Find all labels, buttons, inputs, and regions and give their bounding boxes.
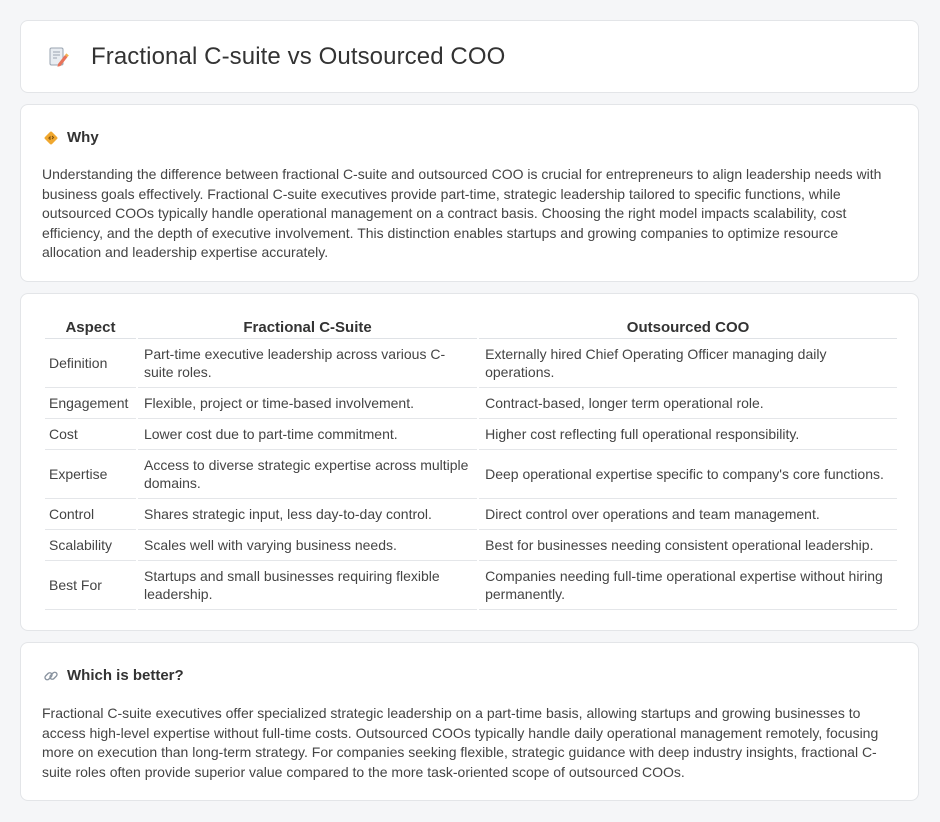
table-row	[45, 419, 897, 450]
document-pencil-icon	[47, 46, 69, 68]
aspect-cell: Scalability	[45, 530, 136, 561]
table-row	[45, 499, 897, 530]
header-outsourced: Outsourced COO	[479, 314, 897, 339]
table-row	[45, 561, 897, 610]
table-row	[45, 339, 897, 388]
better-heading: Which is better?	[67, 667, 184, 684]
fractional-cell: Lower cost due to part-time commitment.	[138, 419, 477, 450]
aspect-cell: Expertise	[45, 450, 136, 499]
aspect-cell: Cost	[45, 419, 136, 450]
outsourced-cell: Companies needing full-time operational expertise without hiring permanently.	[479, 561, 897, 610]
aspect-cell: Best For	[45, 561, 136, 610]
fractional-cell: Access to diverse strategic expertise across multiple domains.	[138, 450, 477, 499]
better-heading-row	[43, 667, 184, 684]
aspect-cell: Engagement	[45, 388, 136, 419]
better-card	[20, 642, 919, 801]
aspect-cell: Definition	[45, 339, 136, 388]
comparison-table	[43, 314, 899, 610]
outsourced-cell: Best for businesses needing consistent operational leadership.	[479, 530, 897, 561]
fractional-cell: Scales well with varying business needs.	[138, 530, 477, 561]
outsourced-cell: Deep operational expertise specific to company's core functions.	[479, 450, 897, 499]
comparison-card	[20, 293, 919, 631]
outsourced-cell: Contract-based, longer term operational role.	[479, 388, 897, 419]
header-fractional: Fractional C-Suite	[138, 314, 477, 339]
why-card	[20, 104, 919, 282]
aspect-cell: Control	[45, 499, 136, 530]
fractional-cell: Part-time executive leadership across various C-suite roles.	[138, 339, 477, 388]
table-row	[45, 450, 897, 499]
header-aspect: Aspect	[45, 314, 136, 339]
better-text: Fractional C-suite executives offer specialized strategic leadership on a part-time basis, allowing startups and growing businesses to access high-level expertise without full-time costs. Outsourced COOs typically handle daily operational management remotely, focusing more on execution than long-term strategy. For companies seeking flexible, strategic guidance with deep industry insights, fractional C-suite roles often provide superior value compared to the more task-oriented scope of outsourced COOs.	[42, 705, 879, 780]
outsourced-cell: Externally hired Chief Operating Officer managing daily operations.	[479, 339, 897, 388]
fractional-cell: Startups and small businesses requiring flexible leadership.	[138, 561, 477, 610]
table-row	[45, 530, 897, 561]
outsourced-cell: Direct control over operations and team management.	[479, 499, 897, 530]
outsourced-cell: Higher cost reflecting full operational responsibility.	[479, 419, 897, 450]
table-row	[45, 388, 897, 419]
table-header-row	[45, 314, 897, 339]
why-heading: Why	[67, 129, 99, 146]
diamond-signs-icon	[43, 130, 59, 146]
link-icon	[43, 668, 59, 684]
fractional-cell: Flexible, project or time-based involvement.	[138, 388, 477, 419]
page-title: Fractional C-suite vs Outsourced COO	[91, 42, 506, 70]
title-card	[20, 20, 919, 93]
fractional-cell: Shares strategic input, less day-to-day control.	[138, 499, 477, 530]
why-text: Understanding the difference between fractional C-suite and outsourced COO is crucial for entrepreneurs to align leadership needs with business goals effectively. Fractional C-suite executives provide part-time, strategic leadership tailored to specific functions, while outsourced COOs typically handle operational management on a contract basis. Choosing the right model impacts scalability, cost efficiency, and the depth of executive involvement. This distinction enables startups and growing companies to optimize resource allocation and leadership expertise accurately.	[42, 166, 882, 260]
why-heading-row	[43, 129, 99, 146]
